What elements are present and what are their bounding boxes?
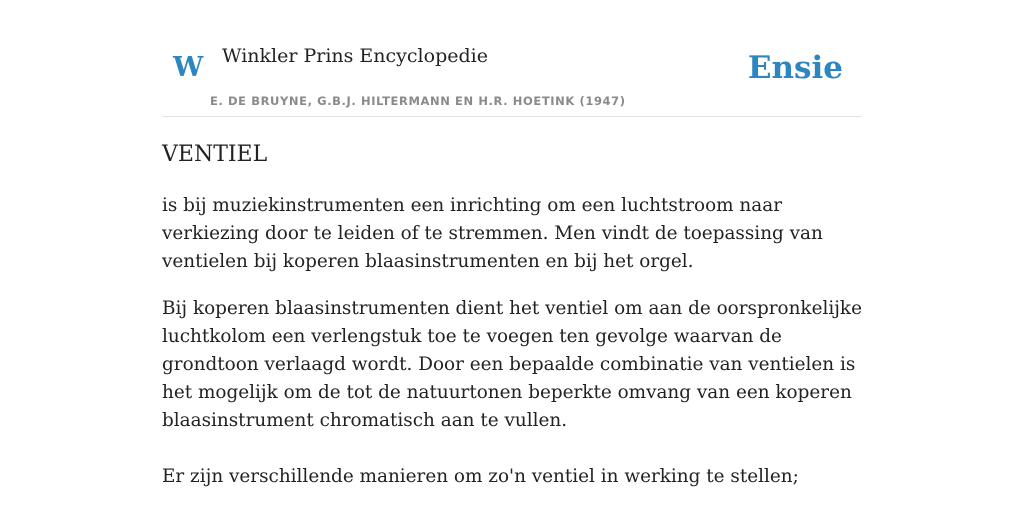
entry-paragraph: is bij muziekinstrumenten een inrichting om een luchtstroom naar verkiezing door te leiden of te stremmen. Men vindt de toepassing van ventielen bij koperen blaasinstrumenten en bij het orgel. [162, 195, 823, 272]
source-title-link[interactable]: Winkler Prins Encyclopedie [222, 45, 488, 67]
source-logo[interactable]: W [173, 52, 204, 83]
entry-paragraph: Er zijn verschillende manieren om zo'n ventiel in werking te stellen; [162, 466, 799, 487]
entry-title: VENTIEL [162, 142, 268, 167]
entry-paragraph: Bij koperen blaasinstrumenten dient het ventiel om aan de oorspronkelijke luchtkolom een verlengstuk toe te voegen ten gevolge waarvan de grondtoon verlaagd wordt. Door een bepaalde combinatie van ventielen is het mogelijk om de tot de natuurtonen beperkte omvang van een koperen blaasinstrument chromatisch aan te vullen. [162, 298, 862, 431]
ensie-logo-link[interactable]: Ensie [747, 50, 843, 86]
source-authors: E. DE BRUYNE, G.B.J. HILTERMANN EN H.R. HOETINK (1947) [210, 94, 626, 108]
entry-content [162, 140, 867, 491]
source-header [162, 0, 862, 117]
